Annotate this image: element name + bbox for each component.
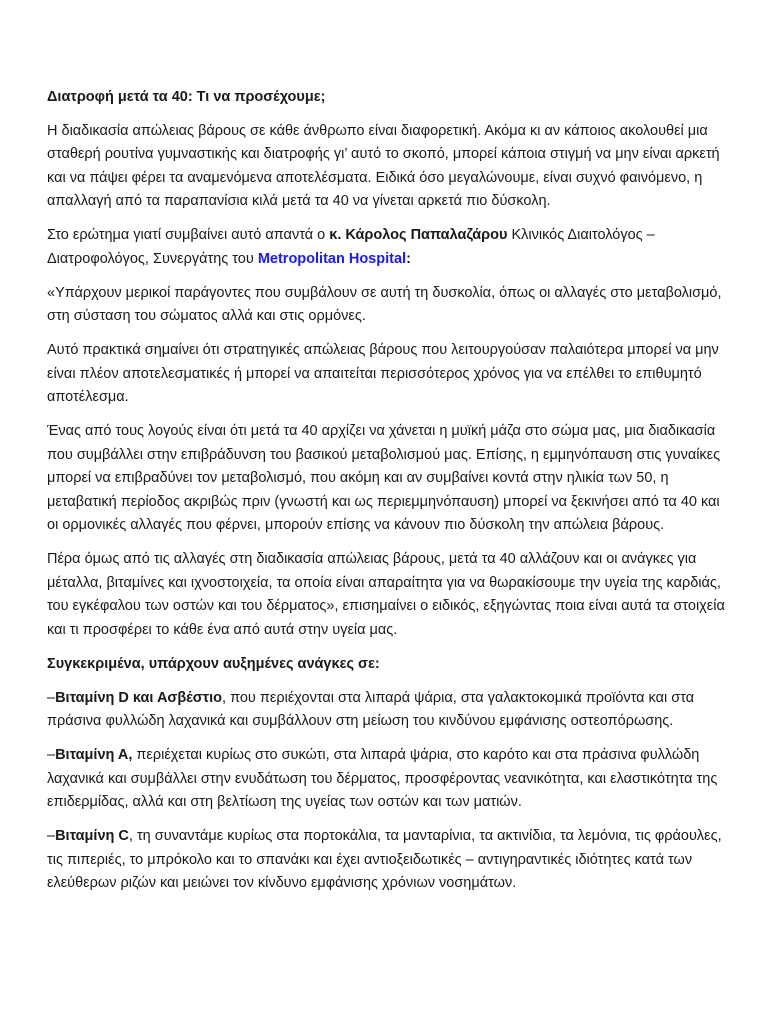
paragraph-increased-needs-heading (47, 653, 731, 677)
expert-colon: : (406, 250, 411, 267)
expert-intro-text: Στο ερώτημα γιατί συμβαίνει αυτό απαντά ο (47, 227, 330, 243)
list-dash: – (47, 747, 56, 763)
hospital-name: Metropolitan Hospital (257, 250, 407, 267)
paragraph-reasons: Ένας από τους λογούς είναι ότι μετά τα 40 αρχίζει να χάνεται η μυϊκή μάζα στο σώμα μας, μια διαδικασία που συμβάλλει στην επιβράδυνση του βασικού μεταβολισμού μας. Επίσης, η εμμηνόπαυση στις γυναίκες μπορεί να επιβραδύνει τον μεταβολισμό, που ακόμη και αν συμβαίνει κοντά στην ηλικία των 50, η μεταβατική περίοδος ακριβώς πριν (γνωστή και ως περιεμμηνόπαυση) μπορεί να ξεκινήσει από τα 40 και οι ορμονικές αλλαγές που φέρνει, μπορούν επίσης να κάνουν πιο δύσκολη την απώλεια βάρους. (47, 423, 721, 533)
vitamin-a-name: Βιταμίνη Α, (55, 747, 133, 763)
document-title: Διατροφή μετά τα 40: Τι να προσέχουμε; (47, 89, 326, 105)
paragraph-expert (47, 224, 731, 271)
paragraph-strategies: Αυτό πρακτικά σημαίνει ότι στρατηγικές απώλειας βάρους που λειτουργούσαν παλαιότερα μπορεί να μην είναι πλέον αποτελεσματικές ή μπορεί να απαιτείται περισσότερος χρόνος για να επέλθει το επιθυμητό αποτέλεσμα. (47, 342, 719, 405)
document-page (47, 86, 731, 906)
paragraph-intro: Η διαδικασία απώλειας βάρους σε κάθε άνθρωπο είναι διαφορετική. Ακόμα κι αν κάποιος ακολουθεί μια σταθερή ρουτίνα γυμναστικής και διατροφής γι’ αυτό το σκοπό, μπορεί κάποια στιγμή να μην είναι αρκετή και να πάψει φέρει τα αναμενόμενα αποτελέσματα. Ειδικά όσο μεγαλώνουμε, είναι συχνό φαινόμενο, η απαλλαγή από τα παραπανίσια κιλά μετά τα 40 να γίνεται αρκετά πιο δύσκολη. (47, 122, 720, 209)
increased-needs-heading: Συγκεκριμένα, υπάρχουν αυξημένες ανάγκες σε: (47, 655, 380, 672)
list-dash: – (47, 828, 56, 844)
vitamin-d-text: , που περιέχονται στα λιπαρά ψάρια, στα γαλακτοκομικά προϊόντα και στα πράσινα φυλλώδη λαχανικά και συμβάλλουν στη μείωση του κινδύνου εμφάνισης οστεοπόρωσης. (47, 689, 695, 729)
vitamin-a-text: περιέχεται κυρίως στο συκώτι, στα λιπαρά ψάρια, στο καρότο και στα πράσινα φυλλώδη λαχανικά και συμβάλλει στην ενυδάτωση του δέρματος, προσφέροντας νεανικότητα, και ελαστικότητα της επιδερμίδας, αλλά και στη βελτίωση της υγείας των οστών και των ματιών. (47, 747, 718, 810)
paragraph-nutrient-needs: Πέρα όμως από τις αλλαγές στη διαδικασία απώλειας βάρους, μετά τα 40 αλλάζουν και οι ανάγκες για μέταλλα, βιταμίνες και ιχνοστοιχεία, τα οποία είναι απαραίτητα για να θωρακίσουμε την υγεία της καρδιάς, του εγκέφαλου των οστών και του δέρματος», επισημαίνει ο ειδικός, εξηγώντας ποια είναι αυτά τα στοιχεία και τι προσφέρει το κάθε ένα από αυτά στην υγεία μας. (47, 551, 725, 638)
vitamin-d-name: Βιταμίνη D και Ασβέστιο (55, 689, 223, 706)
expert-title-text: Κλινικός Διαιτολόγος – Διατροφολόγος, Συνεργάτης του (47, 227, 655, 267)
list-item-vitamin-a (47, 744, 731, 815)
list-item-vitamin-d (47, 687, 731, 734)
vitamin-c-name: Βιταμίνη C (55, 828, 129, 844)
vitamin-c-text: , τη συναντάμε κυρίως στα πορτοκάλια, τα μανταρίνια, τα ακτινίδια, τα λεμόνια, τις φράουλες, τις πιπεριές, το μπρόκολο και το σπανάκι και έχει αντιοξειδωτικές – αντιγηραντικές ιδιότητες κατά των ελεύθερων ριζών και μειώνει τον κίνδυνο εμφάνισης χρόνιων νοσημάτων. (47, 828, 722, 891)
expert-name: κ. Κάρολος Παπαλαζάρου (329, 227, 508, 243)
list-dash: – (47, 689, 56, 706)
paragraph-factors: «Υπάρχουν μερικοί παράγοντες που συμβάλουν σε αυτή τη δυσκολία, όπως οι αλλαγές στο μεταβολισμό, στη σύσταση του σώματος αλλά και στις ορμόνες. (47, 284, 722, 324)
list-item-vitamin-c (47, 825, 731, 896)
